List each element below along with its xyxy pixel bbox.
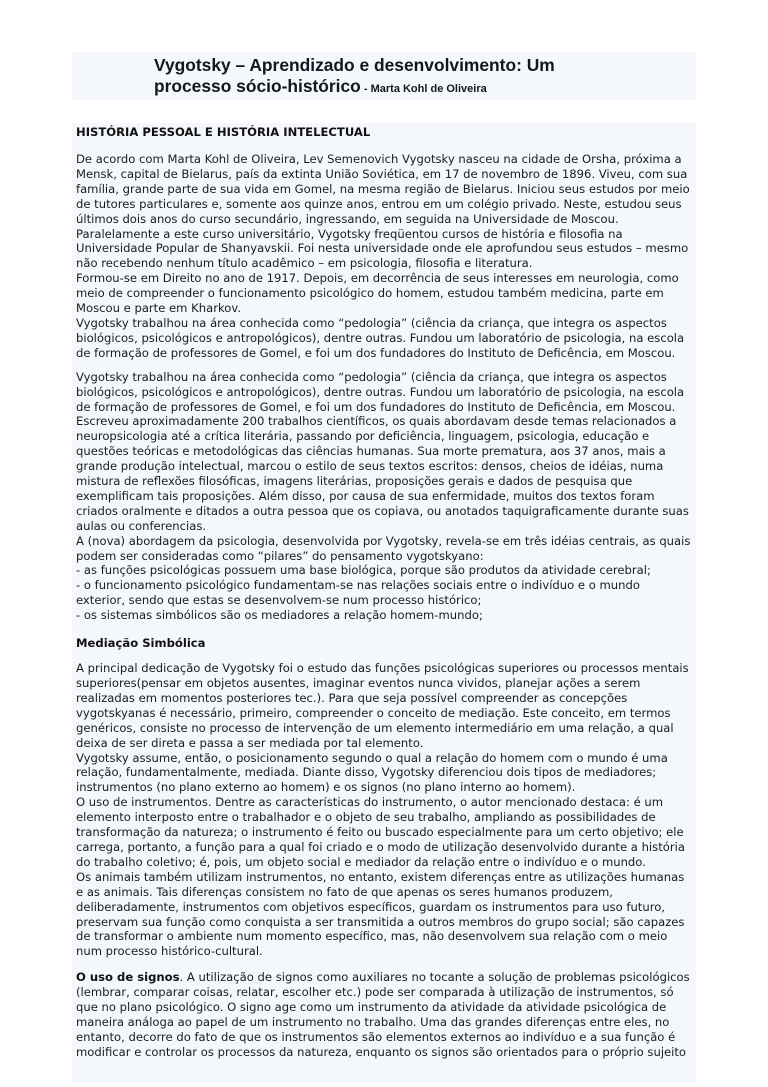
paragraph-instruments: O uso de instrumentos. Dentre as características do instrumento, o autor mencionado destaca: é um elemento interposto entre o trabalhador e o objeto de seu trabalho, ampliando as possibilidades de transformação da natureza; o instrumento é feito ou buscado especialmente para um certo objetivo; ele carrega, portanto, a função para a qual foi criado e o modo de utilização desenvolvido durante a história do trabalho coletivo; é, pois, um objeto social e mediador da relação entre o indivíduo e o mundo. bbox=[76, 795, 685, 869]
paragraph-mediation-concept: A principal dedicação de Vygotsky foi o estudo das funções psicológicas superiores ou processos mentais superiores(pensar em objetos ausentes, imaginar eventos nunca vividos, planejar ações a serem realizadas em momentos posteriores tec.). Para que seja possível compreender as concepções vygotskyanas é necessário, primeiro, compreender o conceito de mediação. Este conceito, em termos genéricos, consiste no processo de intervenção de um elemento intermediário em uma relação, a qual deixa de ser direta e passa a ser mediada por tal elemento. bbox=[76, 661, 689, 750]
paragraph-writings: Escreveu aproximadamente 200 trabalhos científicos, os quais abordavam desde temas relacionados a neuropsicologia até a crítica literária, passando por deficiência, linguagem, psicologia, educação e questões teóricas e metodológicas das ciências humanas. Sua morte prematura, aos 37 anos, mais a grande produção intelectual, marcou o estilo de seus textos escritos: densos, cheios de idéias, numa mistura de reflexões filosóficas, imagens literárias, proposições gerais e dados de pesquisa que exemplificam tais proposições. Além disso, por causa de sua enfermidade, muitos dos textos foram criados oralmente e ditados a outra pessoa que os copiava, ou anotados taquigraficamente durante suas aulas ou conferencias. bbox=[76, 414, 689, 533]
document-body bbox=[72, 123, 696, 1083]
paragraph-pedologia-repeat: Vygotsky trabalhou na área conhecida como “pedologia” (ciência da criança, que integra os aspectos biológicos, psicológicos e antropológicos), dentre outras. Fundou um laboratório de psicologia, na escola de formação de professores de Gomel, e foi um dos fundadores do Instituto de Deficência, em Moscou. bbox=[76, 369, 685, 414]
title-block bbox=[72, 52, 696, 100]
body-inner bbox=[72, 123, 696, 1060]
paragraph-law-degree: Formou-se em Direito no ano de 1917. Depois, em decorrência de seus interesses em neurologia, como meio de compreender o funcionamento psicológico do homem, estudou também medicina, parte em Moscou e parte em Kharkov. bbox=[76, 271, 679, 316]
spacer bbox=[76, 959, 692, 970]
spacer bbox=[76, 361, 692, 370]
list-item-pillar-3: - os sistemas simbólicos são os mediadores a relação homem-mundo; bbox=[76, 608, 483, 623]
document-title-line2 bbox=[154, 76, 694, 100]
signs-text: . A utilização de signos como auxiliares no tocante a solução de problemas psicológicos (lembrar, comparar coisas, relatar, escolher etc.) pode ser comparada à utilização de instrumentos, só que no plano psicológico. O signo age como um instrumento da atividade da atividade psicológica de maneira análoga ao papel de um instrumento no trabalho. Uma das grandes diferenças entre eles, no entanto, decorre do fato de que os instrumentos são elementos externos ao indivíduo e a sua função é modificar e controlar os processos da natureza, enquanto os signos são orientados para o próprio sujeito bbox=[76, 970, 690, 1059]
section-heading-mediacao: Mediação Simbólica bbox=[76, 636, 206, 651]
section-heading-historia: HISTÓRIA PESSOAL E HISTÓRIA INTELECTUAL bbox=[76, 125, 371, 139]
paragraph-pillars-intro: A (nova) abordagem da psicologia, desenvolvida por Vygotsky, revela-se em três idéias centrais, as quais podem ser consideradas como “pilares” do pensamento vygotskyano: bbox=[76, 533, 691, 563]
list-item-pillar-2: - o funcionamento psicológico fundamentam-se nas relações sociais entre o indivíduo e o mundo exterior, sendo que estas se desenvolvem-se num processo histórico; bbox=[76, 578, 640, 608]
signs-lead: O uso de signos bbox=[76, 970, 180, 985]
paragraph-pedologia: Vygotsky trabalhou na área conhecida como “pedologia” (ciência da criança, que integra os aspectos biológicos, psicológicos e antropológicos), dentre outras. Fundou um laboratório de psicologia, na escola de formação de professores de Gomel, e foi um dos fundadores do Instituto de Deficência, em Moscou. bbox=[76, 315, 685, 360]
list-item-pillar-1: - as funções psicológicas possuem uma base biológica, porque são produtos da atividade cerebral; bbox=[76, 563, 651, 578]
paragraph-mediators: Vygotsky assume, então, o posicionamento segundo o qual a relação do homem com o mundo é uma relação, fundamentalmente, mediada. Diante disso, Vygotsky diferenciou dois tipos de mediadores; instrumentos (no plano externo ao homem) e os signos (no plano interno ao homem). bbox=[76, 750, 668, 795]
document-title-line2-text: processo sócio-histórico bbox=[154, 76, 361, 96]
title-inner bbox=[154, 55, 694, 100]
paragraph-university: Paralelamente a este curso universitário, Vygotsky freqüentou cursos de história e filosofia na Universidade Popular de Shanyavskii. Foi nesta universidade onde ele aprofundou seus estudos – mesmo não recebendo nenhum título acadêmico – em psicologia, filosofia e literatura. bbox=[76, 226, 689, 271]
paragraph-signs bbox=[76, 970, 692, 1059]
author-name: - Marta Kohl de Oliveira bbox=[360, 83, 487, 95]
paragraph-biography: De acordo com Marta Kohl de Oliveira, Lev Semenovich Vygotsky nasceu na cidade de Orsha, próxima a Mensk, capital de Bielarus, país da extinta União Soviética, em 17 de novembro de 1896. Viveu, com sua família, grande parte de sua vida em Gomel, na mesma região de Bielarus. Iniciou seus estudos por meio de tutores particulares e, somente aos quinze anos, entrou em um colégio privado. Neste, estudou seus últimos dois anos do curso secundário, ingressando, em seguida na Universidade de Moscou. bbox=[76, 152, 690, 226]
paragraph-animals: Os animais também utilizam instrumentos, no entanto, existem diferenças entre as utilizações humanas e as animais. Tais diferenças consistem no fato de que apenas os seres humanos produzem, deliberadamente, instrumentos com objetivos específicos, guardam os instrumentos para uso futuro, preservam sua função como conquista a ser transmitida a outros membros do grupo social; são capazes de transformar o ambiente num momento específico, mas, não desenvolvem sua relação com o meio num processo histórico-cultural. bbox=[76, 869, 685, 959]
document-title-line1: Vygotsky – Aprendizado e desenvolvimento: Um bbox=[154, 55, 555, 75]
